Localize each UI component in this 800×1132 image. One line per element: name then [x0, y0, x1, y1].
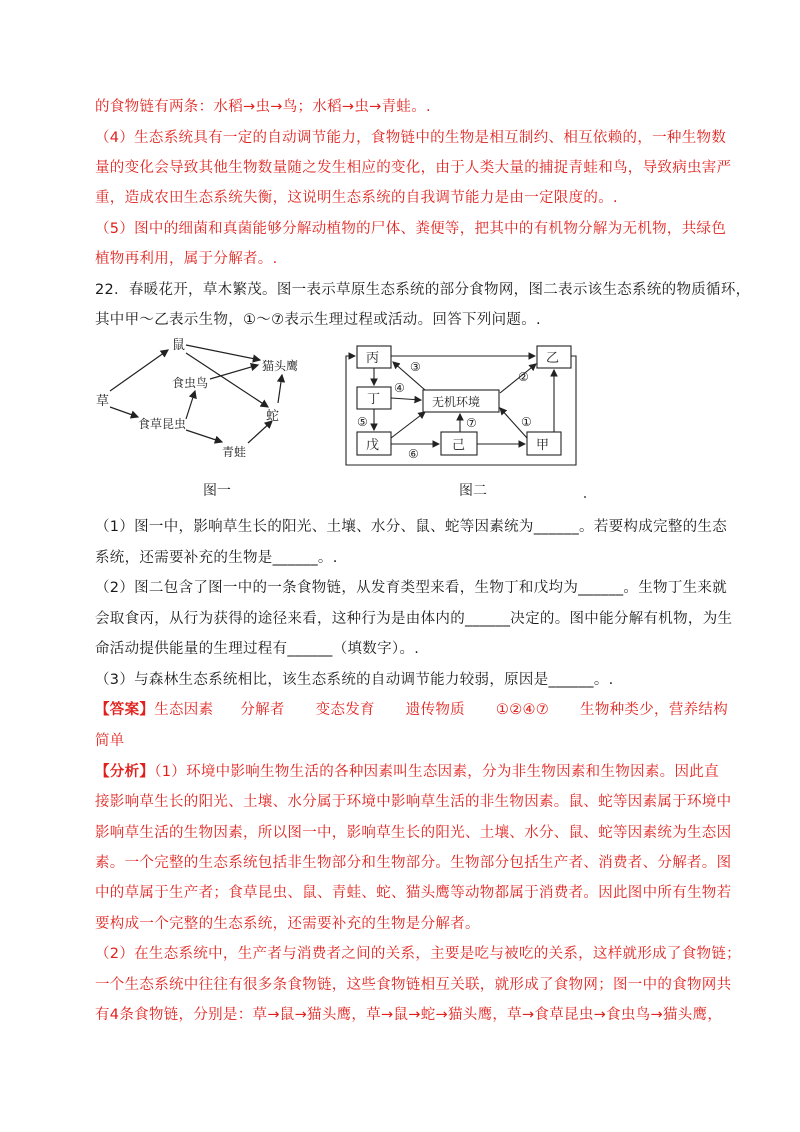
label-yi: 乙	[546, 351, 560, 366]
node-frog: 青蛙	[222, 445, 247, 459]
figure-2-matter-cycle	[340, 338, 580, 473]
answer-2: 分解者	[240, 702, 285, 718]
text-line-5: （5）图中的细菌和真菌能够分解动植物的尸体、粪便等，把其中的有机物分解为无机物，共绿色	[95, 221, 727, 237]
analysis-line-3: 影响草生活的生物因素，所以图一中，影响草生长的阳光、土壤、水分、鼠、蛇等因素统为生态因	[95, 825, 732, 841]
answer-tag: 【答案】	[95, 702, 155, 718]
figure-1-caption: 图一	[203, 483, 231, 499]
text-line-6: 植物再利用，属于分解者。.	[95, 251, 278, 267]
label-bing: 丙	[366, 351, 380, 366]
label-environment: 无机环境	[432, 395, 481, 409]
node-insectivorous-bird: 食虫鸟	[172, 376, 209, 390]
process-2-label: ②	[518, 370, 529, 384]
process-6-label: ⑥	[408, 447, 419, 461]
analysis-line-2: 接影响草生长的阳光、土壤、水分属于环境中影响草生活的非生物因素。鼠、蛇等因素属于环境中	[95, 794, 732, 810]
stray-dot	[584, 496, 586, 498]
answer-line	[95, 700, 729, 720]
analysis-line-9: 有4条食物链，分别是：草→鼠→猫头鹰，草→鼠→蛇→猫头鹰，草→食草昆虫→食虫鸟→猫头鹰，	[95, 1007, 723, 1023]
question-22-line-2: 其中甲～乙表示生物，①～⑦表示生理过程或活动。回答下列问题。.	[95, 312, 541, 328]
node-grass: 草	[96, 394, 110, 409]
analysis-line-6: 要构成一个完整的生态系统，还需要补充的生物是分解者。	[95, 916, 480, 932]
figure-2-caption: 图二	[459, 483, 487, 499]
text-line-2: （4）生态系统具有一定的自动调节能力，食物链中的生物是相互制约、相互依赖的，一种生物数	[95, 130, 727, 146]
analysis-line-1	[95, 762, 719, 782]
analysis-line-1-text: （1）环境中影响生物生活的各种因素叫生态因素，分为非生物因素和生物因素。因此直	[154, 764, 719, 780]
answer-3: 变态发育	[315, 702, 375, 718]
process-7-label: ⑦	[466, 416, 477, 430]
answer-4: 遗传物质	[405, 702, 465, 718]
process-4-label: ④	[394, 381, 405, 395]
node-mouse: 鼠	[172, 338, 186, 353]
answer-line-2: 简单	[95, 733, 125, 749]
answer-6: 生物种类少，营养结构	[580, 702, 729, 718]
question-1-line-2: 系统，还需要补充的生物是______。.	[95, 550, 338, 566]
analysis-line-8: 一个生态系统中往往有很多条食物链，这些食物链相互关联，就形成了食物网；图一中的食物网共	[95, 977, 732, 993]
analysis-line-7: （2）在生态系统中，生产者与消费者之间的关系，主要是吃与被吃的关系，这样就形成了食物链；	[95, 946, 741, 962]
label-ji: 己	[452, 438, 466, 453]
answer-5: ①②④⑦	[495, 702, 550, 718]
question-3-line: （3）与森林生态系统相比，该生态系统的自动调节能力较弱，原因是______。.	[95, 672, 614, 688]
process-1-label: ①	[521, 415, 532, 429]
analysis-line-5: 中的草属于生产者；食草昆虫、鼠、青蛙、蛇、猫头鹰等动物都属于消费者。因此图中所有生物若	[95, 885, 732, 901]
question-2-line-2: 会取食丙，从行为获得的途径来看，这种行为是由体内的______决定的。图中能分解有机物，为生	[95, 611, 733, 627]
analysis-line-4: 素。一个完整的生态系统包括非生物部分和生物部分。生物部分包括生产者、消费者、分解者。图	[95, 855, 732, 871]
text-line-1: 的食物链有两条：水稻→虫→鸟；水稻→虫→青蛙。.	[95, 99, 431, 115]
node-herbivorous-insect: 食草昆虫	[138, 417, 187, 431]
text-line-3: 量的变化会导致其他生物数量随之发生相应的变化，由于人类大量的捕捉青蛙和鸟，导致病虫害严	[95, 160, 732, 176]
node-snake: 蛇	[266, 409, 280, 424]
figure-1-food-web	[90, 335, 320, 470]
process-5-label: ⑤	[357, 415, 368, 429]
question-2-line-1: （2）图二包含了图一中的一条食物链，从发育类型来看，生物丁和戊均为______。生物丁生来就	[95, 580, 728, 596]
node-owl: 猫头鹰	[262, 359, 299, 373]
answer-1: 生态因素	[154, 702, 214, 718]
analysis-tag: 【分析】	[95, 764, 155, 780]
question-2-line-3: 命活动提供能量的生理过程有______（填数字）。.	[95, 641, 420, 657]
question-1-line-1: （1）图一中，影响草生长的阳光、土壤、水分、鼠、蛇等因素统为______。若要构成完整的生态	[95, 519, 728, 535]
text-line-4: 重，造成农田生态系统失衡，这说明生态系统的自我调节能力是由一定限度的。.	[95, 190, 618, 206]
label-jia: 甲	[536, 438, 550, 453]
question-22-line-1: 22．春暖花开，草木繁茂。图一表示草原生态系统的部分食物网，图二表示该生态系统的物质循环，	[95, 282, 751, 298]
label-wu: 戊	[366, 438, 380, 453]
process-3-label: ③	[410, 360, 421, 374]
label-ding: 丁	[367, 392, 381, 407]
